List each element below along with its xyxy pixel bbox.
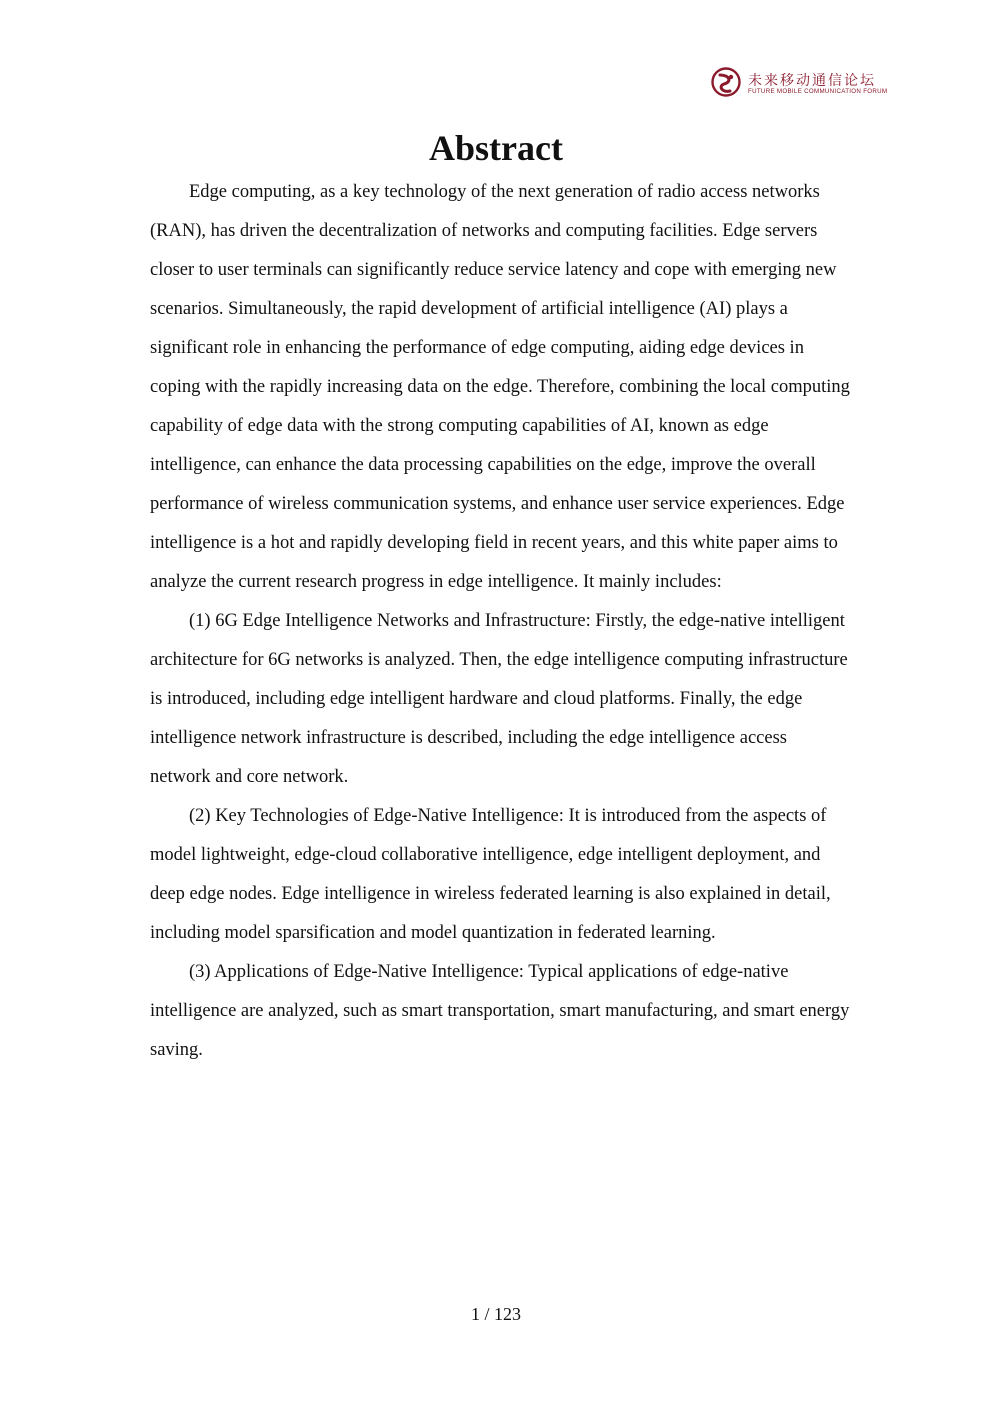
paragraph-item-1: (1) 6G Edge Intelligence Networks and Infrastructure: Firstly, the edge-native intelligent architecture for 6G networks is analyzed. Then, the edge intelligence computing infrastructure is introduced, including edge intelligent hardware and cloud platforms. Finally, the edge intelligence network infrastructure is described, including the edge intelligence access network and core network. <box>150 611 848 787</box>
paragraph-item-2: (2) Key Technologies of Edge-Native Intelligence: It is introduced from the aspects of model lightweight, edge-cloud collaborative intelligence, edge intelligent deployment, and deep edge nodes. Edge intelligence in wireless federated learning is also explained in detail, including model sparsification and model quantization in federated learning. <box>150 806 831 943</box>
forum-emblem-icon <box>710 66 742 98</box>
page-title: Abstract <box>429 128 563 168</box>
page-number: 1 / 123 <box>470 1304 521 1324</box>
paragraph-item-3: (3) Applications of Edge-Native Intelligence: Typical applications of edge-native intelligence are analyzed, such as smart transportation, smart manufacturing, and smart energy saving. <box>150 962 850 1060</box>
abstract-body <box>150 173 850 1070</box>
logo-chinese-text: 未来移动通信论坛 <box>748 73 876 89</box>
forum-logo <box>710 66 888 102</box>
paragraph-intro: Edge computing, as a key technology of the next generation of radio access networks (RAN), has driven the decentralization of networks and computing facilities. Edge servers closer to user terminals can significantly reduce service latency and cope with emerging new scenarios. Simultaneously, the rapid development of artificial intelligence (AI) plays a significant role in enhancing the performance of edge computing, aiding edge devices in coping with the rapidly increasing data on the edge. Therefore, combining the local computing capability of edge data with the strong computing capabilities of AI, known as edge intelligence, can enhance the data processing capabilities on the edge, improve the overall performance of wireless communication systems, and enhance user service experiences. Edge intelligence is a hot and rapidly developing field in recent years, and this white paper aims to analyze the current research progress in edge intelligence. It mainly includes: <box>150 182 850 592</box>
logo-english-text: FUTURE MOBILE COMMUNICATION FORUM <box>748 88 888 95</box>
